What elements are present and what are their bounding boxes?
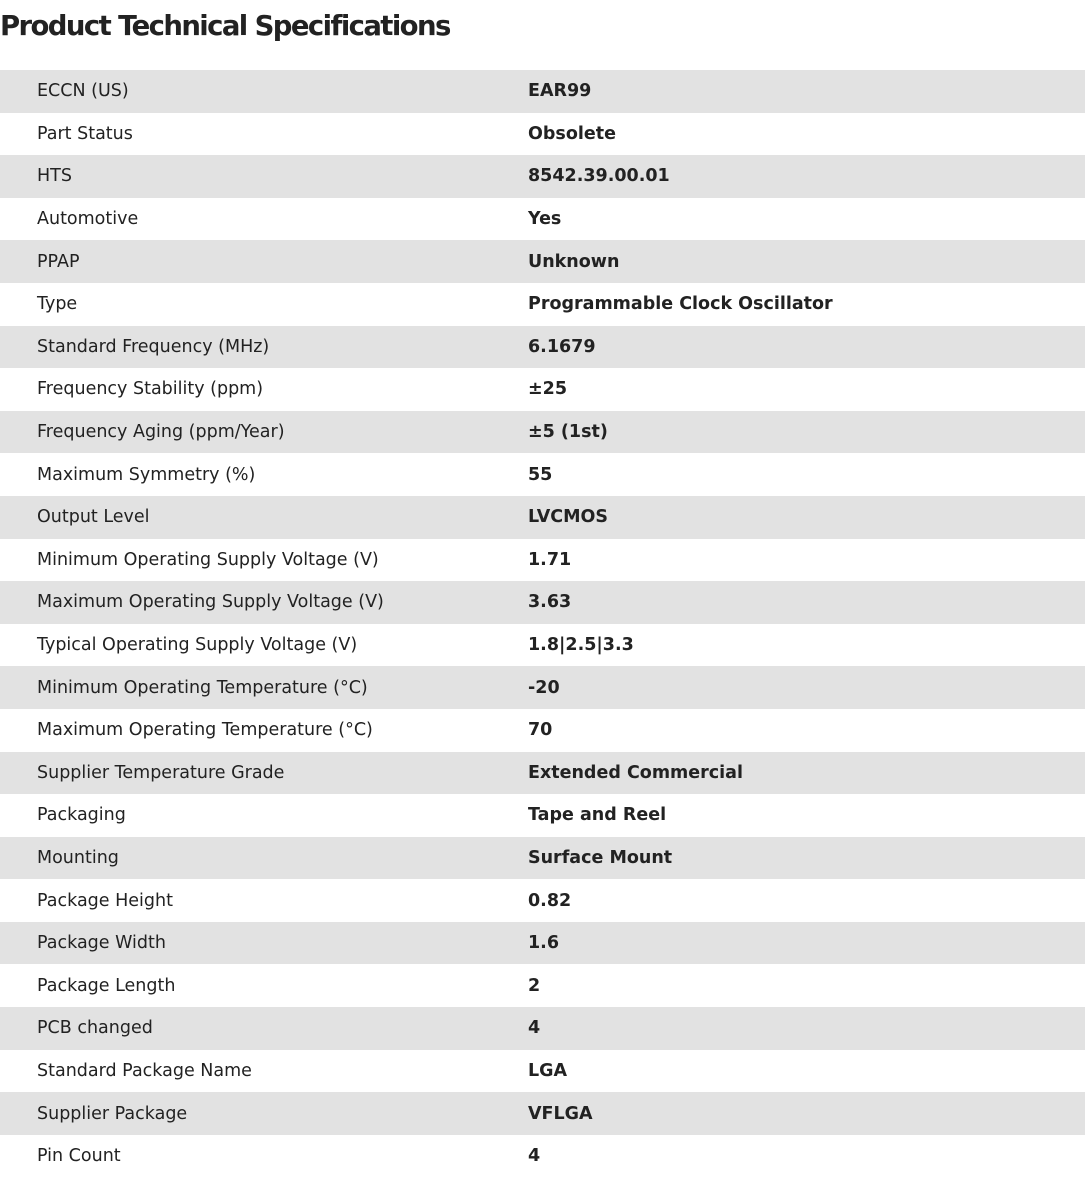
spec-value: LVCMOS — [528, 507, 609, 528]
spec-value: 1.8|2.5|3.3 — [528, 635, 634, 656]
table-row — [0, 624, 1085, 667]
spec-label: Supplier Temperature Grade — [37, 762, 285, 783]
spec-label: Frequency Stability (ppm) — [37, 379, 264, 400]
table-row — [0, 581, 1085, 624]
spec-label: Maximum Symmetry (%) — [37, 464, 256, 485]
page-title: Product Technical Specifications — [0, 10, 450, 42]
table-row — [0, 113, 1085, 156]
spec-label: Package Height — [37, 890, 173, 911]
spec-label: Frequency Aging (ppm/Year) — [37, 422, 285, 443]
spec-label: Pin Count — [37, 1146, 121, 1167]
spec-label: Type — [37, 294, 78, 315]
spec-value: ±25 — [528, 379, 568, 400]
spec-value: VFLGA — [528, 1103, 593, 1124]
spec-label: Output Level — [37, 507, 150, 528]
spec-value: 4 — [528, 1146, 541, 1167]
table-row — [0, 1007, 1085, 1050]
spec-value: 55 — [528, 464, 553, 485]
spec-label: Standard Frequency (MHz) — [37, 336, 270, 357]
spec-label: Supplier Package — [37, 1103, 188, 1124]
spec-value: 3.63 — [528, 592, 572, 613]
table-row — [0, 1050, 1085, 1093]
table-row — [0, 752, 1085, 795]
table-row — [0, 198, 1085, 241]
spec-value: 8542.39.00.01 — [528, 166, 670, 187]
table-row — [0, 283, 1085, 326]
spec-label: Maximum Operating Supply Voltage (V) — [37, 592, 384, 613]
spec-label: Standard Package Name — [37, 1060, 252, 1081]
spec-label: Mounting — [37, 847, 119, 868]
spec-value: Yes — [528, 209, 562, 230]
table-row — [0, 326, 1085, 369]
spec-value: Tape and Reel — [528, 805, 667, 826]
spec-label: Minimum Operating Supply Voltage (V) — [37, 549, 379, 570]
spec-label: ECCN (US) — [37, 81, 129, 102]
spec-value: 1.71 — [528, 549, 572, 570]
spec-label: Packaging — [37, 805, 126, 826]
spec-table-body — [0, 70, 1085, 1177]
spec-value: Unknown — [528, 251, 620, 272]
table-row — [0, 837, 1085, 880]
spec-value: 0.82 — [528, 890, 572, 911]
table-row — [0, 453, 1085, 496]
spec-label: Automotive — [37, 209, 139, 230]
table-row — [0, 155, 1085, 198]
spec-label: Maximum Operating Temperature (°C) — [37, 720, 373, 741]
table-row — [0, 240, 1085, 283]
spec-label: Package Width — [37, 933, 166, 954]
spec-value: 2 — [528, 975, 541, 996]
table-row — [0, 539, 1085, 582]
spec-label: Part Status — [37, 123, 133, 144]
spec-label: PCB changed — [37, 1018, 153, 1039]
table-row — [0, 879, 1085, 922]
table-row — [0, 70, 1085, 113]
spec-value: 70 — [528, 720, 553, 741]
table-row — [0, 411, 1085, 454]
spec-value: EAR99 — [528, 81, 592, 102]
spec-value: LGA — [528, 1060, 568, 1081]
spec-label: Typical Operating Supply Voltage (V) — [37, 635, 358, 656]
spec-value: Extended Commercial — [528, 762, 743, 783]
spec-value: -20 — [528, 677, 560, 698]
spec-value: 4 — [528, 1018, 541, 1039]
table-row — [0, 666, 1085, 709]
spec-value: ±5 (1st) — [528, 422, 608, 443]
spec-table — [0, 70, 1085, 1177]
table-row — [0, 1092, 1085, 1135]
table-row — [0, 922, 1085, 965]
spec-value: Programmable Clock Oscillator — [528, 294, 833, 315]
spec-value: Surface Mount — [528, 847, 673, 868]
table-row — [0, 709, 1085, 752]
spec-value: 6.1679 — [528, 336, 596, 357]
table-row — [0, 964, 1085, 1007]
spec-label: HTS — [37, 166, 72, 187]
spec-value: 1.6 — [528, 933, 560, 954]
table-row — [0, 368, 1085, 411]
table-row — [0, 794, 1085, 837]
spec-label: Package Length — [37, 975, 176, 996]
spec-value: Obsolete — [528, 123, 616, 144]
table-row — [0, 496, 1085, 539]
spec-label: PPAP — [37, 251, 80, 272]
spec-label: Minimum Operating Temperature (°C) — [37, 677, 368, 698]
